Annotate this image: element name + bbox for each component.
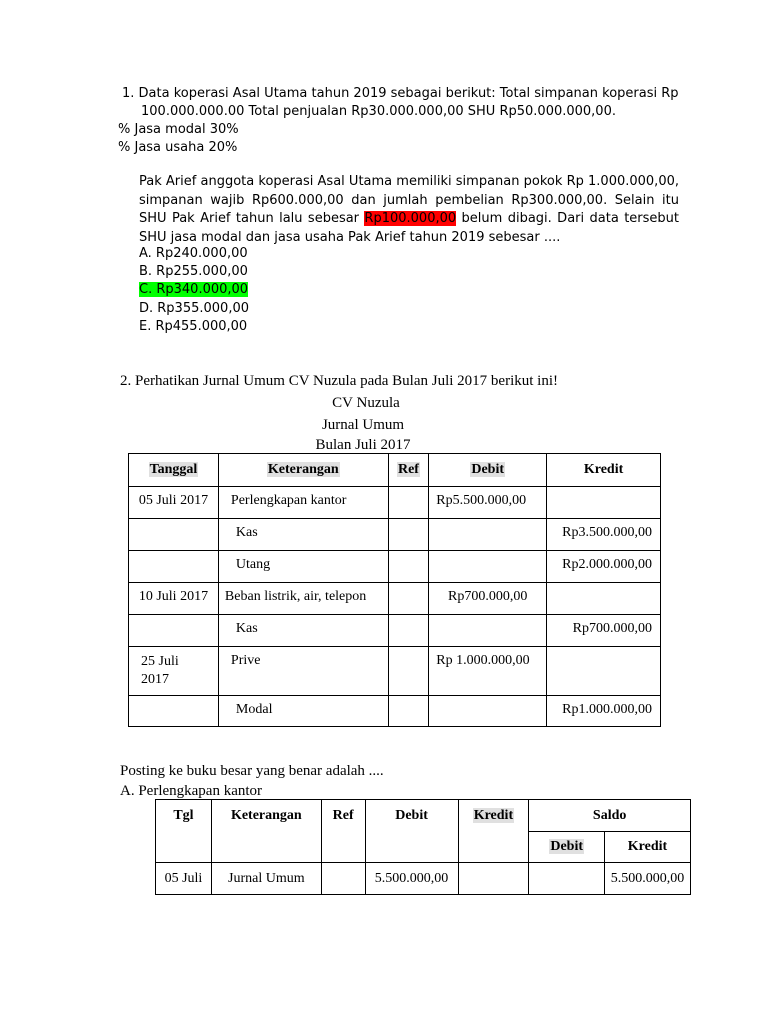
journal-cell-ref (389, 696, 429, 708)
ledger-header-debit: Debit (365, 800, 458, 863)
journal-cell-ref (389, 647, 429, 659)
table-row (129, 696, 661, 727)
q2-intro: 2. Perhatikan Jurnal Umum CV Nuzula pada Bulan Juli 2017 berikut ini! (120, 373, 558, 389)
q1-option-b: B. Rp255.000,00 (139, 264, 248, 279)
journal-cell-debit (429, 519, 546, 531)
journal-cell-keterangan: Perlengkapan kantor (230, 493, 347, 508)
ledger-header-saldo-kredit: Kredit (605, 832, 691, 863)
posting-question: Posting ke buku besar yang benar adalah .... (120, 763, 384, 779)
journal-cell-tanggal: 10 Juli 2017 (138, 589, 209, 604)
journal-header-tanggal: Tanggal (129, 454, 219, 487)
journal-cell-keterangan: Kas (235, 525, 258, 540)
journal-cell-tanggal (129, 551, 218, 563)
journal-cell-ref (389, 519, 429, 531)
journal-header-debit: Debit (429, 454, 547, 487)
q2-doc-title: Jurnal Umum (321, 417, 405, 433)
journal-cell-debit: Rp5.500.000,00 (436, 493, 527, 508)
q1-line1: 1. Data koperasi Asal Utama tahun 2019 sebagai berikut: Total simpanan koperasi Rp (122, 86, 679, 101)
journal-cell-kredit: Rp700.000,00 (572, 621, 652, 636)
journal-cell-ref (389, 615, 429, 627)
journal-header-keterangan: Keterangan (218, 454, 388, 487)
q1-jasa-modal: % Jasa modal 30% (118, 122, 239, 137)
q1-option-c (139, 282, 248, 297)
journal-cell-ref (389, 487, 429, 499)
ledger-header-saldo: Saldo (529, 800, 691, 832)
journal-header-row (129, 454, 661, 487)
journal-cell-debit (429, 615, 546, 627)
journal-cell-ref (389, 551, 429, 563)
ledger-header-kredit: Kredit (458, 800, 529, 863)
ledger-cell-saldo-debit (529, 873, 604, 885)
journal-table (128, 453, 661, 727)
table-row (129, 519, 661, 551)
journal-cell-tanggal: 05 Juli 2017 (138, 493, 209, 508)
journal-cell-ref (389, 583, 429, 595)
ledger-cell-kredit (459, 873, 529, 885)
ledger-cell-saldo-kredit: 5.500.000,00 (610, 870, 685, 886)
q1-paragraph (139, 173, 679, 247)
table-row (129, 615, 661, 647)
table-row (156, 863, 691, 895)
journal-cell-debit: Rp700.000,00 (448, 589, 528, 604)
ledger-header-saldo-debit: Debit (529, 832, 605, 863)
ledger-header-ref: Ref (321, 800, 365, 863)
ledger-header-tgl: Tgl (156, 800, 212, 863)
journal-cell-kredit: Rp2.000.000,00 (562, 557, 652, 572)
journal-cell-kredit: Rp1.000.000,00 (562, 702, 652, 717)
journal-cell-keterangan: Modal (235, 702, 273, 717)
q1-line2: 100.000.000.00 Total penjualan Rp30.000.000,00 SHU Rp50.000.000,00. (141, 104, 616, 119)
q1-para-highlight: Rp100.000,00 (364, 211, 457, 226)
ledger-cell-ref (322, 873, 365, 885)
journal-cell-keterangan: Utang (235, 557, 271, 572)
q1-option-a: A. Rp240.000,00 (139, 246, 248, 261)
ledger-header-row (156, 800, 691, 832)
q1-para-before: Pak Arief anggota koperasi Asal Utama memiliki simpanan pokok Rp 1.000.000,00, simpanan wajib Rp600.000,00 dan jumlah pembelian Rp300.000,00. Selain itu SHU Pak Arief tahun lalu sebesar (139, 174, 679, 226)
ledger-cell-debit: 5.500.000,00 (374, 870, 449, 886)
journal-cell-tanggal: 25 Juli 2017 (141, 654, 179, 687)
journal-cell-kredit (547, 583, 660, 595)
option-a-title: A. Perlengkapan kantor (120, 783, 263, 799)
journal-cell-debit: Rp 1.000.000,00 (436, 653, 530, 668)
journal-header-ref: Ref (388, 454, 429, 487)
journal-cell-keterangan: Beban listrik, air, telepon (224, 589, 367, 604)
journal-cell-debit (429, 551, 546, 563)
journal-cell-kredit (547, 487, 660, 499)
journal-cell-keterangan: Kas (235, 621, 258, 636)
journal-cell-kredit: Rp3.500.000,00 (562, 525, 652, 540)
journal-cell-debit (429, 696, 546, 708)
q1-option-e: E. Rp455.000,00 (139, 319, 248, 334)
q2-company: CV Nuzula (332, 395, 400, 411)
table-row (129, 551, 661, 583)
journal-cell-tanggal (129, 519, 218, 531)
ledger-cell-keterangan: Jurnal Umum (228, 870, 305, 886)
q1-para-after: belum dibagi. Dari data tersebut SHU jasa modal dan jasa usaha Pak Arief tahun 2019 sebesar .... (139, 211, 679, 245)
journal-cell-keterangan: Prive (230, 653, 261, 668)
journal-cell-tanggal (129, 615, 218, 627)
journal-cell-tanggal (129, 696, 218, 708)
journal-header-kredit: Kredit (547, 454, 661, 487)
q2-period: Bulan Juli 2017 (315, 437, 411, 453)
ledger-header-keterangan: Keterangan (211, 800, 321, 863)
ledger-cell-tgl: 05 Juli (164, 870, 203, 886)
q1-option-c-highlight: C. Rp340.000,00 (139, 282, 249, 297)
q1-option-d: D. Rp355.000,00 (139, 301, 249, 316)
table-row (129, 583, 661, 615)
table-row (129, 647, 661, 696)
table-row (129, 487, 661, 519)
ledger-table (155, 799, 691, 895)
q1-jasa-usaha: % Jasa usaha 20% (118, 140, 238, 155)
journal-cell-kredit (547, 647, 660, 659)
